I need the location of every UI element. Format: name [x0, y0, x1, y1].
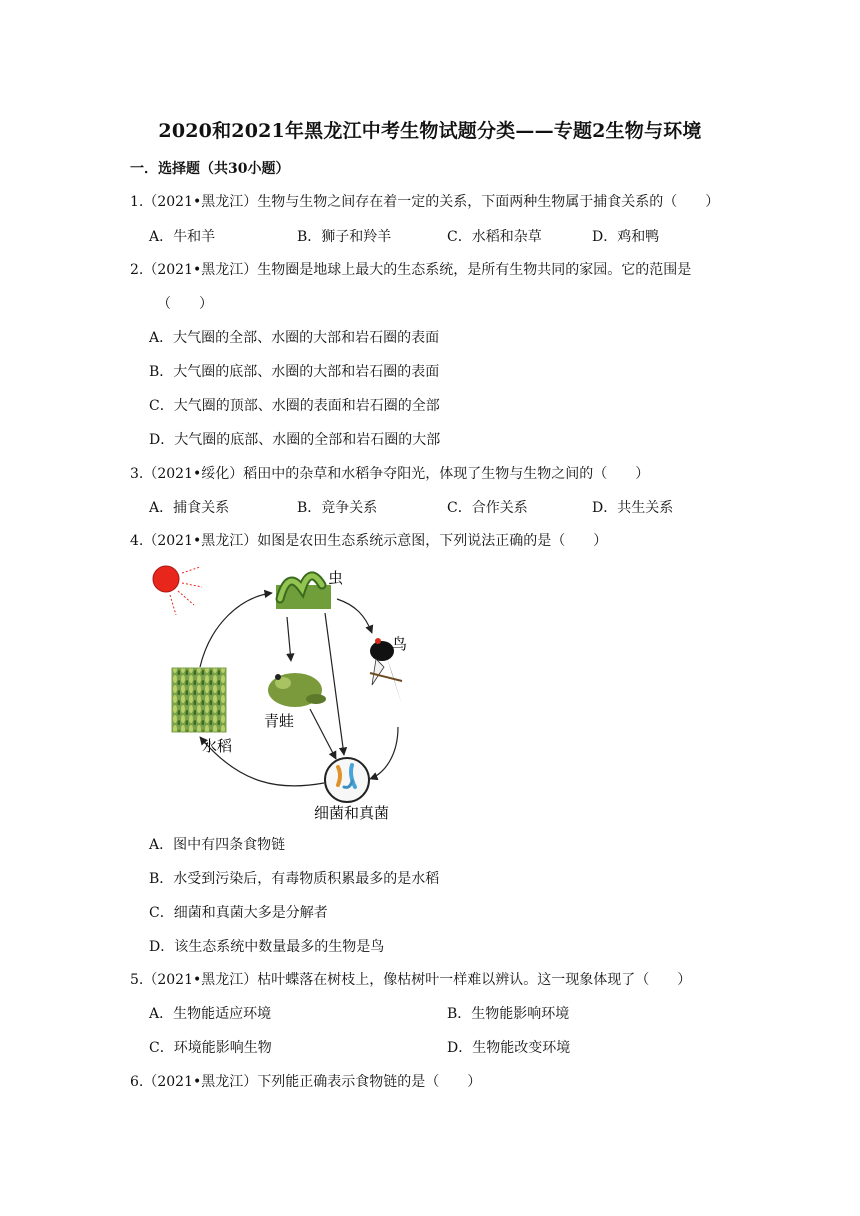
q3-option-d: D．共生关系 [592, 500, 674, 516]
q3-option-a: A．捕食关系 [149, 500, 230, 516]
q1-option-a: A．牛和羊 [149, 229, 216, 245]
q5-option-a: A．生物能适应环境 [149, 1006, 272, 1022]
q2-option-d: D．大气圈的底部、水圈的全部和岩石圈的大部 [149, 432, 441, 448]
q2-option-b: B．大气圈的底部、水圈的大部和岩石圈的表面 [149, 364, 440, 380]
q2-option-c: C．大气圈的顶部、水圈的表面和岩石圈的全部 [149, 398, 440, 414]
question-2-stem: 2.（2021•黑龙江）生物圈是地球上最大的生态系统，是所有生物共同的家园。它的范围是 [130, 262, 692, 278]
frog-icon [268, 673, 326, 707]
q4-option-b: B．水受到污染后，有毒物质积累最多的是水稻 [149, 871, 440, 887]
rice-label: 水稻 [202, 737, 233, 755]
section-heading: 一．选择题（共30小题） [130, 161, 290, 177]
q4-option-a: A．图中有四条食物链 [149, 837, 286, 853]
frog-label: 青蛙 [264, 712, 295, 730]
question-3-stem: 3.（2021•绥化）稻田中的杂草和水稻争夺阳光，体现了生物与生物之间的（ ） [130, 466, 650, 482]
farmland-ecosystem-diagram [140, 555, 430, 830]
question-2-stem-cont: （ ） [157, 296, 213, 312]
decomposer-icon [325, 758, 369, 802]
q1-option-d: D．鸡和鸭 [592, 229, 660, 245]
sun-icon [153, 566, 202, 615]
rice-icon [172, 668, 226, 732]
bird-label: 鸟 [392, 635, 408, 653]
q4-option-c: C．细菌和真菌大多是分解者 [149, 905, 328, 921]
question-1-stem: 1.（2021•黑龙江）生物与生物之间存在着一定的关系，下面两种生物属于捕食关系的（ ） [130, 194, 720, 210]
question-6-stem: 6.（2021•黑龙江）下列能正确表示食物链的是（ ） [130, 1074, 482, 1090]
insect-icon [276, 576, 331, 609]
q5-option-d: D．生物能改变环境 [447, 1040, 571, 1056]
q1-option-c: C．水稻和杂草 [447, 229, 542, 245]
q1-option-b: B．狮子和羚羊 [297, 229, 392, 245]
q5-option-b: B．生物能影响环境 [447, 1006, 570, 1022]
insect-label: 虫 [328, 569, 344, 587]
q2-option-a: A．大气圈的全部、水圈的大部和岩石圈的表面 [149, 330, 440, 346]
q3-option-b: B．竞争关系 [297, 500, 378, 516]
q4-option-d: D．该生态系统中数量最多的生物是鸟 [149, 939, 385, 955]
q5-option-c: C．环境能影响生物 [149, 1040, 272, 1056]
question-5-stem: 5.（2021•黑龙江）枯叶蝶落在树枝上，像枯树叶一样难以辨认。这一现象体现了（ ） [130, 972, 692, 988]
page-title: 2020和2021年黑龙江中考生物试题分类——专题2生物与环境 [158, 120, 702, 142]
question-4-stem: 4.（2021•黑龙江）如图是农田生态系统示意图，下列说法正确的是（ ） [130, 533, 608, 549]
q3-option-c: C．合作关系 [447, 500, 528, 516]
decomposer-label: 细菌和真菌 [314, 804, 390, 822]
